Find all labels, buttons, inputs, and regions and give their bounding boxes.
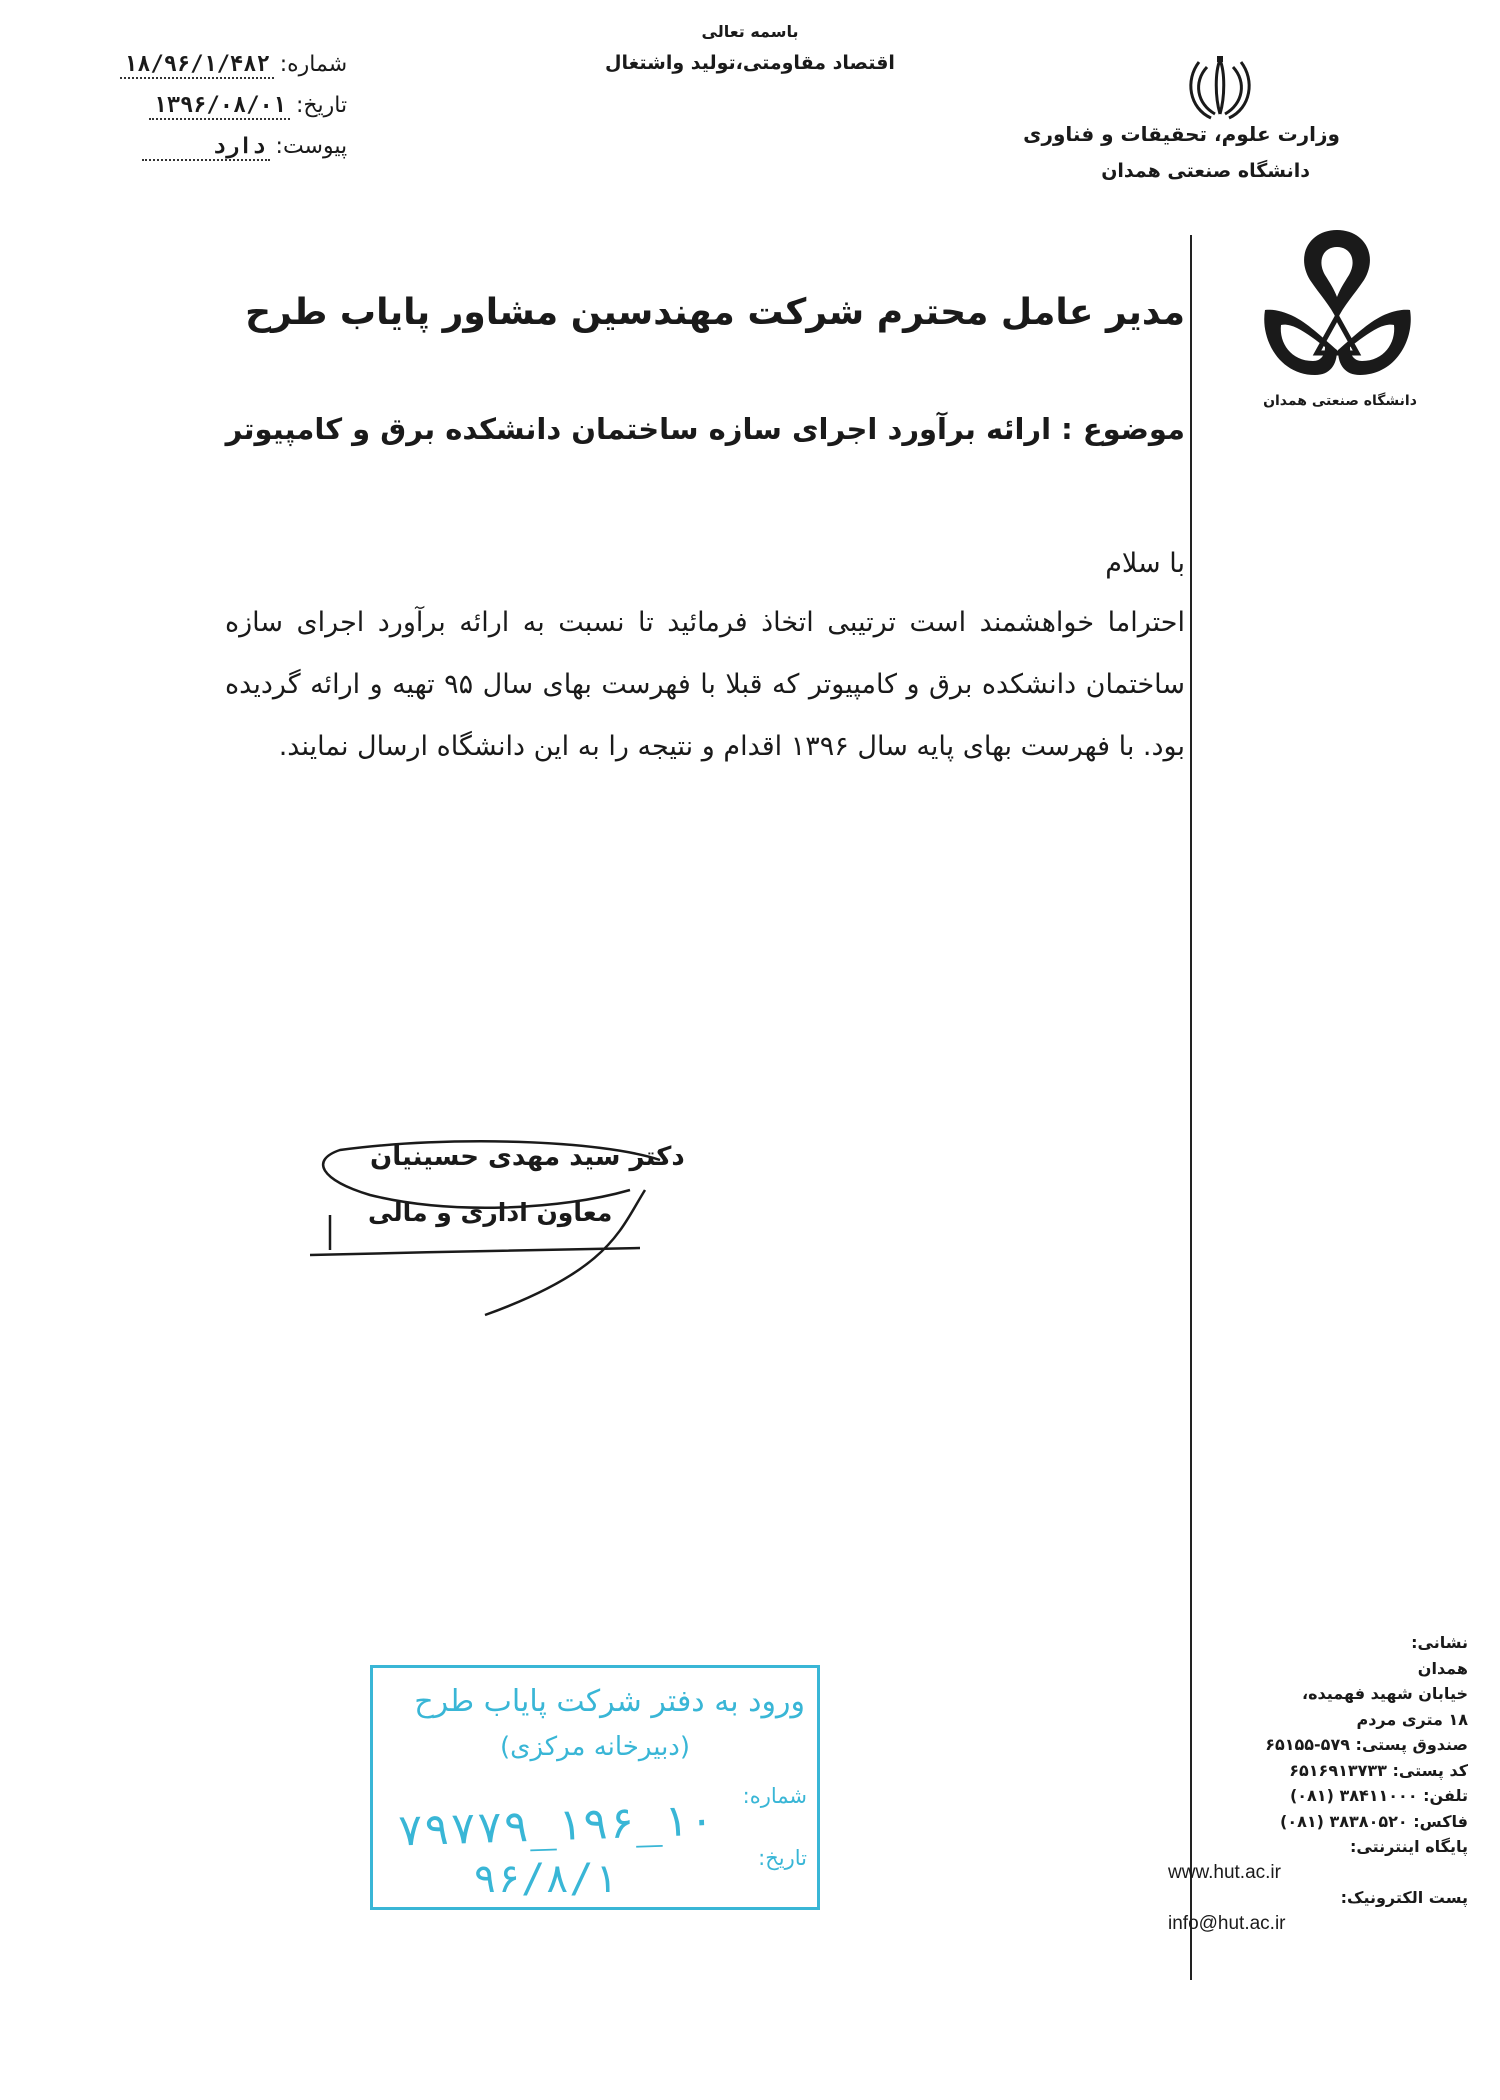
attachment-label: پیوست: (275, 134, 348, 159)
letter-date-row (120, 93, 347, 120)
stamp-date-value: ۹۶/۸/۱ (473, 1856, 618, 1902)
university-name: دانشگاه صنعتی همدان (1101, 160, 1310, 182)
email-link[interactable]: info@hut.ac.ir (1168, 1912, 1286, 1934)
addressee-heading: مدیر عامل محترم شرکت مهندسین مشاور پایاب طرح (245, 292, 1185, 333)
signer-name: دکتر سید مهدی حسینیان (370, 1142, 685, 1172)
subject-line: موضوع : ارائه برآورد اجرای سازه ساختمان دانشکده برق و کامپیوتر (225, 412, 1185, 446)
address-line: خیابان شهید فهمیده، (1301, 1684, 1468, 1703)
website-link[interactable]: www.hut.ac.ir (1168, 1861, 1281, 1883)
stamp-subtitle: (دبیرخانه مرکزی) (499, 1732, 691, 1762)
letter-number-row (120, 52, 347, 79)
slogan-text: اقتصاد مقاومتی،تولید واشتغال (605, 52, 895, 74)
letter-date-value: ۱۳۹۶/۰۸/۰۱ (149, 93, 289, 120)
letter-body: احتراما خواهشمند است ترتیبی اتخاذ فرمائید تا نسبت به ارائه برآورد اجرای سازه ساختمان دانشکده برق و کامپیوتر که قبلا با فهرست بهای سال ۹۵ تهیه و ارائه گردیده بود. با فهرست بهای پایه سال ۱۳۹۶ اقدام و نتیجه را به این دانشگاه ارسال نمایند. (225, 607, 1186, 762)
received-stamp (370, 1665, 820, 1910)
attachment-row (120, 134, 347, 161)
iran-emblem-icon (1185, 52, 1255, 122)
address-line: ۱۸ متری مردم (1356, 1709, 1468, 1729)
address-line: کد پستی: ۶۵۱۶۹۱۳۷۳۳ (1289, 1760, 1468, 1780)
meta-block (120, 52, 347, 161)
address-line: صندوق پستی: ۵۷۹-۶۵۱۵۵ (1265, 1735, 1468, 1754)
address-line: نشانی: (1411, 1633, 1468, 1652)
letter-number-value: ۱۸/۹۶/۱/۴۸۲ (120, 52, 274, 79)
university-address (1168, 1630, 1468, 1936)
address-line: فاکس: ۳۸۳۸۰۵۲۰ (۰۸۱) (1280, 1811, 1468, 1831)
address-line: تلفن: ۳۸۴۱۱۰۰۰ (۰۸۱) (1289, 1786, 1468, 1805)
email-label: پست الکترونیک: (1340, 1888, 1468, 1907)
university-logo-icon (1255, 225, 1420, 395)
signer-title: معاون اداری و مالی (368, 1198, 613, 1227)
address-line: پایگاه اینترنتی: (1350, 1837, 1468, 1856)
greeting-text: با سلام (1105, 548, 1185, 579)
stamp-number-label: شماره: (742, 1784, 807, 1808)
stamp-number-value: ۱۰_۱۹۶_۷۹۷۷۹ (396, 1794, 716, 1857)
stamp-date-label: تاریخ: (758, 1846, 807, 1870)
invocation-text: باسمه تعالی (701, 22, 799, 41)
logo-caption: دانشگاه صنعتی همدان (1263, 393, 1417, 409)
attachment-value: دارد (142, 134, 270, 161)
stamp-title: ورود به دفتر شرکت پایاب طرح (414, 1684, 805, 1719)
letter-date-label: تاریخ: (295, 93, 348, 118)
letter-number-label: شماره: (279, 52, 348, 77)
ministry-name: وزارت علوم، تحقیقات و فناوری (1023, 122, 1340, 146)
address-line: همدان (1417, 1658, 1468, 1678)
